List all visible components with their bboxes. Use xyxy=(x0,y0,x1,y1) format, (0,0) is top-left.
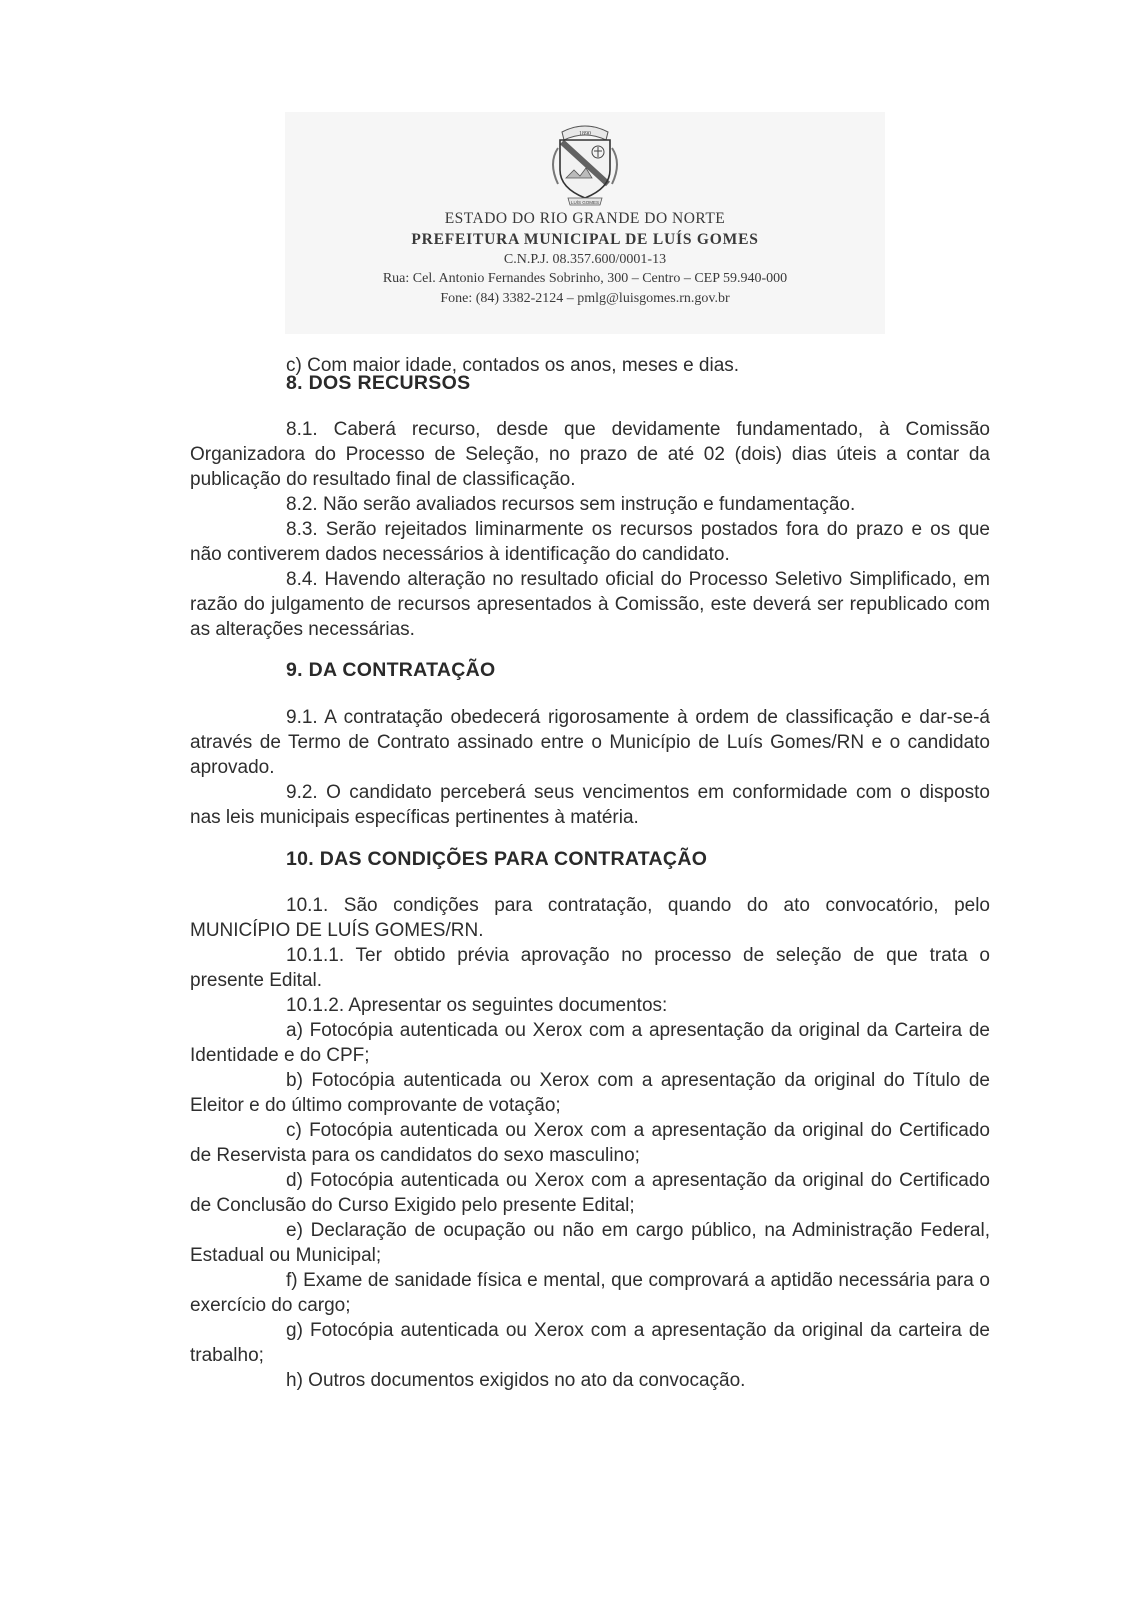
municipal-coat-of-arms-icon xyxy=(540,118,630,208)
header-phone: Fone: (84) 3382-2124 – pmlg@luisgomes.rn.gov.br xyxy=(440,291,730,306)
document-item-d: d) Fotocópia autenticada ou Xerox com a apresentação da original do Certificado de Conclusão do Curso Exigido pelo presente Edital; xyxy=(190,1170,990,1216)
paragraph-8-3: 8.3. Serão rejeitados liminarmente os recursos postados fora do prazo e os que não contiverem dados necessários à identificação do candidato. xyxy=(190,519,990,565)
header-cnpj: C.N.P.J. 08.357.600/0001-13 xyxy=(503,252,667,267)
document-item-e: e) Declaração de ocupação ou não em cargo público, na Administração Federal, Estadual ou Municipal; xyxy=(190,1220,990,1266)
intro-item: c) Com maior idade, contados os anos, meses e dias. xyxy=(286,355,740,376)
letterhead xyxy=(285,112,885,334)
svg-text:1890: 1890 xyxy=(579,131,591,137)
paragraph-10-1-1: 10.1.1. Ter obtido prévia aprovação no processo de seleção de que trata o presente Edital. xyxy=(190,945,990,991)
document-item-b: b) Fotocópia autenticada ou Xerox com a apresentação da original do Título de Eleitor e do último comprovante de votação; xyxy=(190,1070,990,1116)
document-item-c: c) Fotocópia autenticada ou Xerox com a apresentação da original do Certificado de Reservista para os candidatos do sexo masculino; xyxy=(190,1120,990,1166)
document-item-h: h) Outros documentos exigidos no ato da convocação. xyxy=(286,1370,746,1391)
section-8-title: 8. DOS RECURSOS xyxy=(286,372,471,394)
header-state: ESTADO DO RIO GRANDE DO NORTE xyxy=(444,210,726,227)
header-prefecture: PREFEITURA MUNICIPAL DE LUÍS GOMES xyxy=(411,231,759,248)
section-9-body xyxy=(190,705,990,830)
document-item-a: a) Fotocópia autenticada ou Xerox com a apresentação da original da Carteira de Identidade e do CPF; xyxy=(190,1020,990,1066)
paragraph-9-1: 9.1. A contratação obedecerá rigorosamente à ordem de classificação e dar-se-á através de Termo de Contrato assinado entre o Município de Luís Gomes/RN e o candidato aprovado. xyxy=(190,707,990,778)
header-address: Rua: Cel. Antonio Fernandes Sobrinho, 300 – Centro – CEP 59.940-000 xyxy=(382,271,788,286)
section-9-title: 9. DA CONTRATAÇÃO xyxy=(286,659,496,681)
section-8-body xyxy=(190,417,990,642)
paragraph-8-2: 8.2. Não serão avaliados recursos sem instrução e fundamentação. xyxy=(286,494,856,515)
document-item-f: f) Exame de sanidade física e mental, que comprovará a aptidão necessária para o exercício do cargo; xyxy=(190,1270,990,1316)
paragraph-10-1: 10.1. São condições para contratação, quando do ato convocatório, pelo MUNICÍPIO DE LUÍS GOMES/RN. xyxy=(190,895,990,941)
svg-text:LUÍS GOMES: LUÍS GOMES xyxy=(570,200,600,205)
paragraph-8-1: 8.1. Caberá recurso, desde que devidamente fundamentado, à Comissão Organizadora do Processo de Seleção, no prazo de até 02 (dois) dias úteis a contar da publicação do resultado final de classificação. xyxy=(190,419,990,490)
paragraph-8-4: 8.4. Havendo alteração no resultado oficial do Processo Seletivo Simplificado, em razão do julgamento de recursos apresentados à Comissão, este deverá ser republicado com as alterações necessárias. xyxy=(190,569,990,640)
section-10-body xyxy=(190,893,990,1393)
paragraph-10-1-2: 10.1.2. Apresentar os seguintes documentos: xyxy=(286,995,668,1016)
document-item-g: g) Fotocópia autenticada ou Xerox com a apresentação da original da carteira de trabalho; xyxy=(190,1320,990,1366)
paragraph-9-2: 9.2. O candidato perceberá seus vencimentos em conformidade com o disposto nas leis municipais específicas pertinentes à matéria. xyxy=(190,782,990,828)
section-10-title: 10. DAS CONDIÇÕES PARA CONTRATAÇÃO xyxy=(286,848,708,870)
